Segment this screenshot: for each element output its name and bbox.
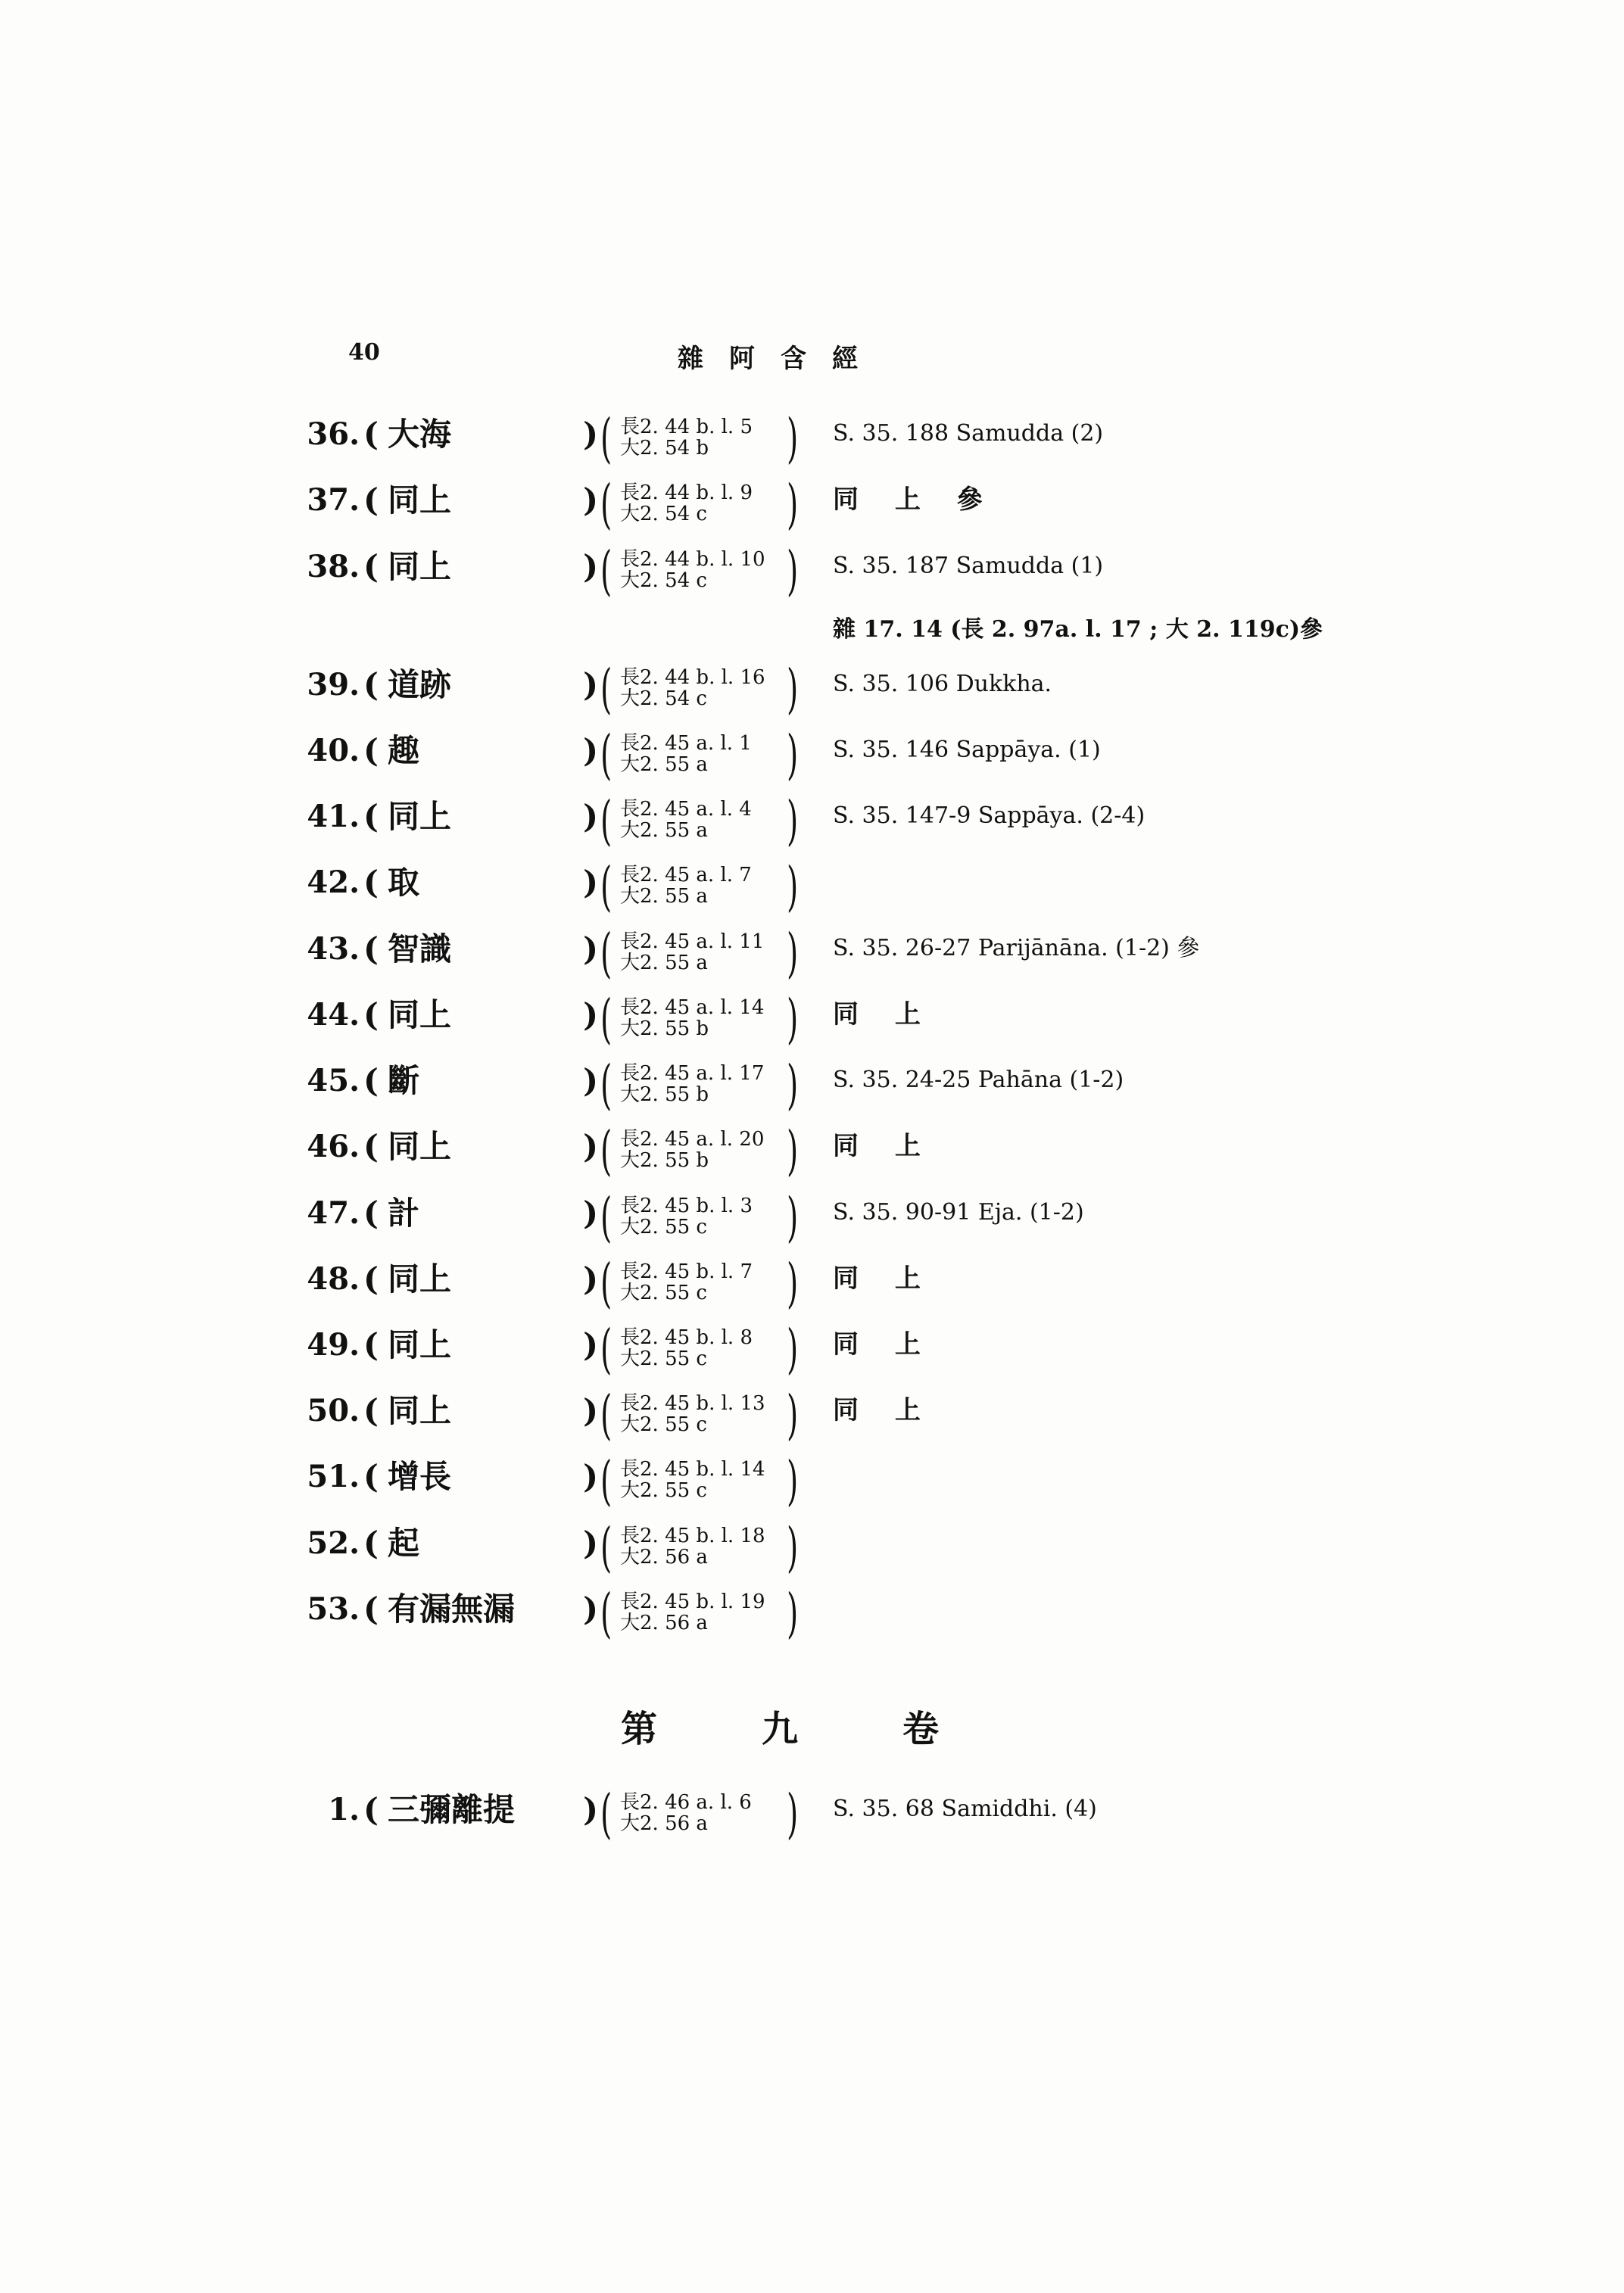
title-char: 計 <box>388 1195 420 1232</box>
close-paren: ) <box>583 1392 598 1429</box>
open-paren: ( <box>363 1525 379 1562</box>
close-paren: ) <box>583 1791 598 1828</box>
entry-title <box>363 927 598 971</box>
ref-open-paren: ( <box>600 790 613 852</box>
title-char: 漏 <box>483 1590 516 1628</box>
close-paren: ) <box>583 1525 598 1562</box>
title-text <box>383 1389 578 1433</box>
open-paren: ( <box>363 481 379 519</box>
open-paren: ( <box>363 798 379 835</box>
open-paren: ( <box>363 732 379 769</box>
ref-line-1: 長2. 44 b. l. 10 <box>620 548 765 571</box>
title-char: 同 <box>388 798 420 835</box>
open-paren: ( <box>363 416 379 453</box>
source-reference <box>600 1053 800 1120</box>
list-item <box>291 988 1579 1060</box>
ref-close-paren: ) <box>787 1186 799 1248</box>
title-text <box>383 795 578 839</box>
source-reference <box>600 1251 800 1318</box>
concordance: S. 35. 90-91 Eja. (1-2) <box>833 1199 1084 1226</box>
ref-open-paren: ( <box>600 1054 613 1116</box>
ref-line-2: 大2. 55 b <box>620 1149 709 1172</box>
title-char: 三 <box>388 1791 420 1828</box>
title-text <box>383 1587 578 1631</box>
list-item <box>291 724 1579 796</box>
ref-close-paren: ) <box>787 1783 799 1845</box>
ref-open-paren: ( <box>600 1384 613 1446</box>
entry-title <box>363 545 598 589</box>
source-reference <box>600 1185 800 1252</box>
ref-line-1: 長2. 44 b. l. 9 <box>620 481 753 504</box>
entry-title <box>363 663 598 707</box>
ref-line-1: 長2. 45 a. l. 1 <box>620 732 752 755</box>
title-char: 上 <box>419 1392 452 1429</box>
close-paren: ) <box>583 1128 598 1165</box>
close-paren: ) <box>583 930 598 967</box>
close-paren: ) <box>583 864 598 901</box>
ref-open-paren: ( <box>600 1120 613 1182</box>
open-paren: ( <box>363 996 379 1033</box>
ref-line-2: 大2. 55 c <box>620 1216 707 1238</box>
concordance: S. 35. 106 Dukkha. <box>833 671 1052 697</box>
ref-line-1: 長2. 44 b. l. 5 <box>620 416 753 438</box>
ref-close-paren: ) <box>787 540 799 602</box>
close-paren: ) <box>583 1062 598 1099</box>
entry-title <box>363 1125 598 1169</box>
source-reference <box>600 1449 800 1516</box>
title-text <box>383 1257 578 1301</box>
title-char: 上 <box>419 996 452 1033</box>
ref-open-paren: ( <box>600 1783 613 1845</box>
source-reference <box>600 921 800 988</box>
concordance: S. 35. 146 Sappāya. (1) <box>833 737 1101 763</box>
title-text <box>383 545 578 589</box>
source-reference <box>600 1516 800 1582</box>
entry-number: 39. <box>307 667 360 703</box>
entry-number: 46. <box>307 1129 360 1164</box>
source-reference <box>600 1317 800 1384</box>
list-item <box>291 540 1579 612</box>
entry-title <box>363 1788 598 1832</box>
close-paren: ) <box>583 416 598 453</box>
ref-open-paren: ( <box>600 1186 613 1248</box>
entry-number: 49. <box>307 1327 360 1363</box>
ref-line-1: 長2. 45 b. l. 8 <box>620 1326 753 1349</box>
ref-line-1: 長2. 45 b. l. 19 <box>620 1590 765 1613</box>
concordance: 同 上 參 <box>833 484 996 515</box>
ref-line-2: 大2. 55 a <box>620 952 708 974</box>
title-char: 上 <box>419 1128 452 1165</box>
title-char: 跡 <box>419 666 452 703</box>
title-text <box>383 1788 578 1832</box>
title-char: 提 <box>483 1791 516 1828</box>
list-item <box>291 1252 1579 1324</box>
ref-line-2: 大2. 56 a <box>620 1546 708 1569</box>
ref-close-paren: ) <box>787 855 799 918</box>
heading-char: 第 <box>621 1708 658 1750</box>
ref-line-1: 長2. 45 a. l. 20 <box>620 1128 765 1151</box>
ref-line-2: 大2. 55 b <box>620 1083 709 1106</box>
ref-close-paren: ) <box>787 1384 799 1446</box>
open-paren: ( <box>363 1326 379 1363</box>
ref-line-1: 長2. 45 b. l. 7 <box>620 1260 753 1283</box>
list-item <box>291 855 1579 927</box>
list-item <box>291 407 1579 479</box>
section-heading <box>621 1699 939 1752</box>
entry-title <box>363 795 598 839</box>
title-text <box>383 993 578 1037</box>
title-text <box>383 861 578 905</box>
title-char: 智 <box>388 930 420 967</box>
title-char: 有 <box>388 1590 420 1628</box>
close-paren: ) <box>583 1590 598 1628</box>
ref-close-paren: ) <box>787 1318 799 1380</box>
title-char: 趣 <box>388 732 420 769</box>
title-char: 起 <box>388 1525 420 1562</box>
source-reference <box>600 789 800 855</box>
title-char: 同 <box>388 996 420 1033</box>
ref-open-paren: ( <box>600 1318 613 1380</box>
entry-number: 37. <box>307 482 360 518</box>
title-char: 增 <box>388 1458 420 1495</box>
ref-line-1: 長2. 45 a. l. 17 <box>620 1062 765 1085</box>
ref-open-paren: ( <box>600 922 613 984</box>
title-char: 上 <box>419 548 452 585</box>
ref-close-paren: ) <box>787 407 799 469</box>
list-item <box>291 1582 1579 1654</box>
entry-number: 50. <box>307 1393 360 1428</box>
source-reference <box>600 855 800 921</box>
list-item <box>291 1516 1579 1588</box>
ref-line-2: 大2. 56 a <box>620 1612 708 1634</box>
ref-line-1: 長2. 45 b. l. 14 <box>620 1458 765 1481</box>
title-char: 大 <box>388 416 420 453</box>
ref-open-paren: ( <box>600 1582 613 1644</box>
open-paren: ( <box>363 1128 379 1165</box>
entry-number: 40. <box>307 733 360 768</box>
list-item <box>291 1054 1579 1126</box>
close-paren: ) <box>583 481 598 519</box>
ref-line-1: 長2. 45 b. l. 18 <box>620 1525 765 1547</box>
open-paren: ( <box>363 1791 379 1828</box>
title-text <box>383 413 578 456</box>
close-paren: ) <box>583 732 598 769</box>
title-char: 海 <box>419 416 452 453</box>
entry-number: 45. <box>307 1063 360 1098</box>
entry-number: 41. <box>307 799 360 834</box>
close-paren: ) <box>583 1260 598 1298</box>
concordance: S. 35. 24-25 Pahāna (1-2) <box>833 1067 1124 1093</box>
ref-open-paren: ( <box>600 473 613 535</box>
ref-open-paren: ( <box>600 1450 613 1512</box>
title-char: 上 <box>419 1260 452 1298</box>
ref-line-1: 長2. 45 a. l. 4 <box>620 798 752 821</box>
title-text <box>383 1455 578 1499</box>
title-char: 同 <box>388 1392 420 1429</box>
ref-close-paren: ) <box>787 988 799 1050</box>
concordance: 同 上 <box>833 1131 934 1161</box>
list-item <box>291 790 1579 861</box>
entry-title <box>363 729 598 773</box>
ref-line-2: 大2. 55 a <box>620 885 708 908</box>
title-text <box>383 1323 578 1367</box>
title-text <box>383 1522 578 1566</box>
title-char: 離 <box>451 1791 484 1828</box>
entry-number: 43. <box>307 931 360 967</box>
title-char: 道 <box>388 666 420 703</box>
heading-char: 卷 <box>902 1708 939 1750</box>
entry-number: 48. <box>307 1261 360 1297</box>
open-paren: ( <box>363 1392 379 1429</box>
open-paren: ( <box>363 1590 379 1628</box>
source-reference <box>600 1119 800 1185</box>
ref-close-paren: ) <box>787 1120 799 1182</box>
source-reference <box>600 723 800 790</box>
close-paren: ) <box>583 1458 598 1495</box>
list-item <box>291 1120 1579 1192</box>
ref-line-2: 大2. 55 c <box>620 1413 707 1436</box>
open-paren: ( <box>363 930 379 967</box>
title-text <box>383 729 578 773</box>
concordance: S. 35. 147-9 Sappāya. (2-4) <box>833 802 1146 829</box>
concordance: S. 35. 68 Samiddhi. (4) <box>833 1796 1097 1822</box>
source-reference <box>600 987 800 1054</box>
open-paren: ( <box>363 1458 379 1495</box>
title-char: 長 <box>419 1458 452 1495</box>
close-paren: ) <box>583 1326 598 1363</box>
ref-line-1: 長2. 46 a. l. 6 <box>620 1791 752 1814</box>
open-paren: ( <box>363 548 379 585</box>
entry-number: 36. <box>307 416 360 452</box>
ref-open-paren: ( <box>600 855 613 918</box>
entry-number: 53. <box>307 1591 360 1627</box>
close-paren: ) <box>583 548 598 585</box>
list-item <box>291 922 1579 994</box>
title-char: 同 <box>388 1260 420 1298</box>
title-char: 識 <box>419 930 452 967</box>
title-text <box>383 663 578 707</box>
entry-title <box>363 478 598 522</box>
entry-title <box>363 1192 598 1235</box>
ref-close-paren: ) <box>787 1516 799 1578</box>
source-reference <box>600 657 800 724</box>
open-paren: ( <box>363 1195 379 1232</box>
concordance: S. 35. 26-27 Parijānāna. (1-2) 參 <box>833 935 1200 961</box>
ref-line-1: 長2. 45 a. l. 14 <box>620 996 765 1019</box>
ref-line-2: 大2. 55 b <box>620 1017 709 1040</box>
entry-title <box>363 1323 598 1367</box>
entry-title <box>363 1522 598 1566</box>
ref-line-2: 大2. 54 b <box>620 437 709 460</box>
close-paren: ) <box>583 1195 598 1232</box>
ref-line-2: 大2. 55 a <box>620 753 708 776</box>
ref-close-paren: ) <box>787 1582 799 1644</box>
entry-title <box>363 1587 598 1631</box>
ref-open-paren: ( <box>600 724 613 786</box>
entry-number: 1. <box>328 1792 360 1827</box>
list-item <box>291 473 1579 545</box>
entry-title <box>363 1257 598 1301</box>
ref-line-2: 大2. 55 c <box>620 1282 707 1304</box>
list-item <box>291 658 1579 730</box>
open-paren: ( <box>363 666 379 703</box>
entry-number: 38. <box>307 549 360 584</box>
list-item <box>291 1384 1579 1456</box>
ref-line-2: 大2. 54 c <box>620 503 707 525</box>
open-paren: ( <box>363 864 379 901</box>
open-paren: ( <box>363 1260 379 1298</box>
title-char: 彌 <box>419 1791 452 1828</box>
ref-line-2: 大2. 55 a <box>620 819 708 842</box>
ref-close-paren: ) <box>787 790 799 852</box>
ref-close-paren: ) <box>787 1450 799 1512</box>
title-char: 漏 <box>419 1590 452 1628</box>
title-char: 斷 <box>388 1062 420 1099</box>
list-item <box>291 1450 1579 1522</box>
entry-number: 47. <box>307 1195 360 1231</box>
ref-close-paren: ) <box>787 922 799 984</box>
ref-open-paren: ( <box>600 1516 613 1578</box>
entry-title <box>363 413 598 456</box>
close-paren: ) <box>583 666 598 703</box>
ref-line-2: 大2. 55 c <box>620 1479 707 1502</box>
ref-close-paren: ) <box>787 724 799 786</box>
ref-open-paren: ( <box>600 988 613 1050</box>
close-paren: ) <box>583 798 598 835</box>
entry-title <box>363 861 598 905</box>
concordance: 同 上 <box>833 1329 934 1360</box>
page-number: 40 <box>348 339 380 366</box>
title-char: 上 <box>419 481 452 519</box>
heading-char: 九 <box>761 1708 798 1750</box>
title-char: 同 <box>388 481 420 519</box>
title-text <box>383 1059 578 1103</box>
entry-title <box>363 1389 598 1433</box>
source-reference <box>600 1581 800 1648</box>
ref-close-paren: ) <box>787 473 799 535</box>
ref-open-paren: ( <box>600 407 613 469</box>
concordance: 同 上 <box>833 999 934 1030</box>
title-char: 上 <box>419 798 452 835</box>
running-title: 雜阿含經 <box>678 344 884 374</box>
ref-line-2: 大2. 55 c <box>620 1347 707 1370</box>
ref-line-1: 長2. 45 b. l. 13 <box>620 1392 765 1415</box>
ref-line-1: 長2. 45 a. l. 7 <box>620 864 752 886</box>
ref-close-paren: ) <box>787 658 799 720</box>
title-text <box>383 1125 578 1169</box>
title-char: 上 <box>419 1326 452 1363</box>
ref-line-1: 長2. 45 b. l. 3 <box>620 1195 753 1217</box>
entry-number: 42. <box>307 865 360 900</box>
source-reference <box>600 539 800 606</box>
concordance: S. 35. 187 Samudda (1) <box>833 553 1104 579</box>
list-item <box>291 1783 1579 1855</box>
entry-number: 44. <box>307 997 360 1033</box>
concordance: 同 上 <box>833 1263 934 1294</box>
entry-title <box>363 993 598 1037</box>
ref-open-paren: ( <box>600 1252 613 1314</box>
entry-number: 51. <box>307 1459 360 1494</box>
close-paren: ) <box>583 996 598 1033</box>
source-reference <box>600 407 800 473</box>
entry-title <box>363 1059 598 1103</box>
title-char: 無 <box>451 1590 484 1628</box>
ref-line-1: 長2. 45 a. l. 11 <box>620 930 765 953</box>
ref-close-paren: ) <box>787 1054 799 1116</box>
title-text <box>383 927 578 971</box>
concordance: S. 35. 188 Samudda (2) <box>833 420 1104 447</box>
entry-title <box>363 1455 598 1499</box>
source-reference <box>600 1383 800 1450</box>
ref-line-2: 大2. 54 c <box>620 687 707 710</box>
title-char: 同 <box>388 1326 420 1363</box>
title-text <box>383 1192 578 1235</box>
title-text <box>383 478 578 522</box>
title-char: 同 <box>388 548 420 585</box>
ref-open-paren: ( <box>600 540 613 602</box>
concordance: 同 上 <box>833 1395 934 1425</box>
list-item <box>291 1186 1579 1258</box>
ref-close-paren: ) <box>787 1252 799 1314</box>
ref-open-paren: ( <box>600 658 613 720</box>
source-reference <box>600 472 800 539</box>
title-char: 同 <box>388 1128 420 1165</box>
title-char: 取 <box>388 864 420 901</box>
ref-line-2: 大2. 54 c <box>620 569 707 592</box>
list-item <box>291 1318 1579 1390</box>
ref-line-1: 長2. 44 b. l. 16 <box>620 666 765 689</box>
source-reference <box>600 1782 800 1849</box>
entry-number: 52. <box>307 1525 360 1561</box>
ref-line-2: 大2. 56 a <box>620 1812 708 1835</box>
cross-reference-note: 雜 17. 14 (長 2. 97a. l. 17 ; 大 2. 119c)參 <box>833 616 1323 643</box>
open-paren: ( <box>363 1062 379 1099</box>
